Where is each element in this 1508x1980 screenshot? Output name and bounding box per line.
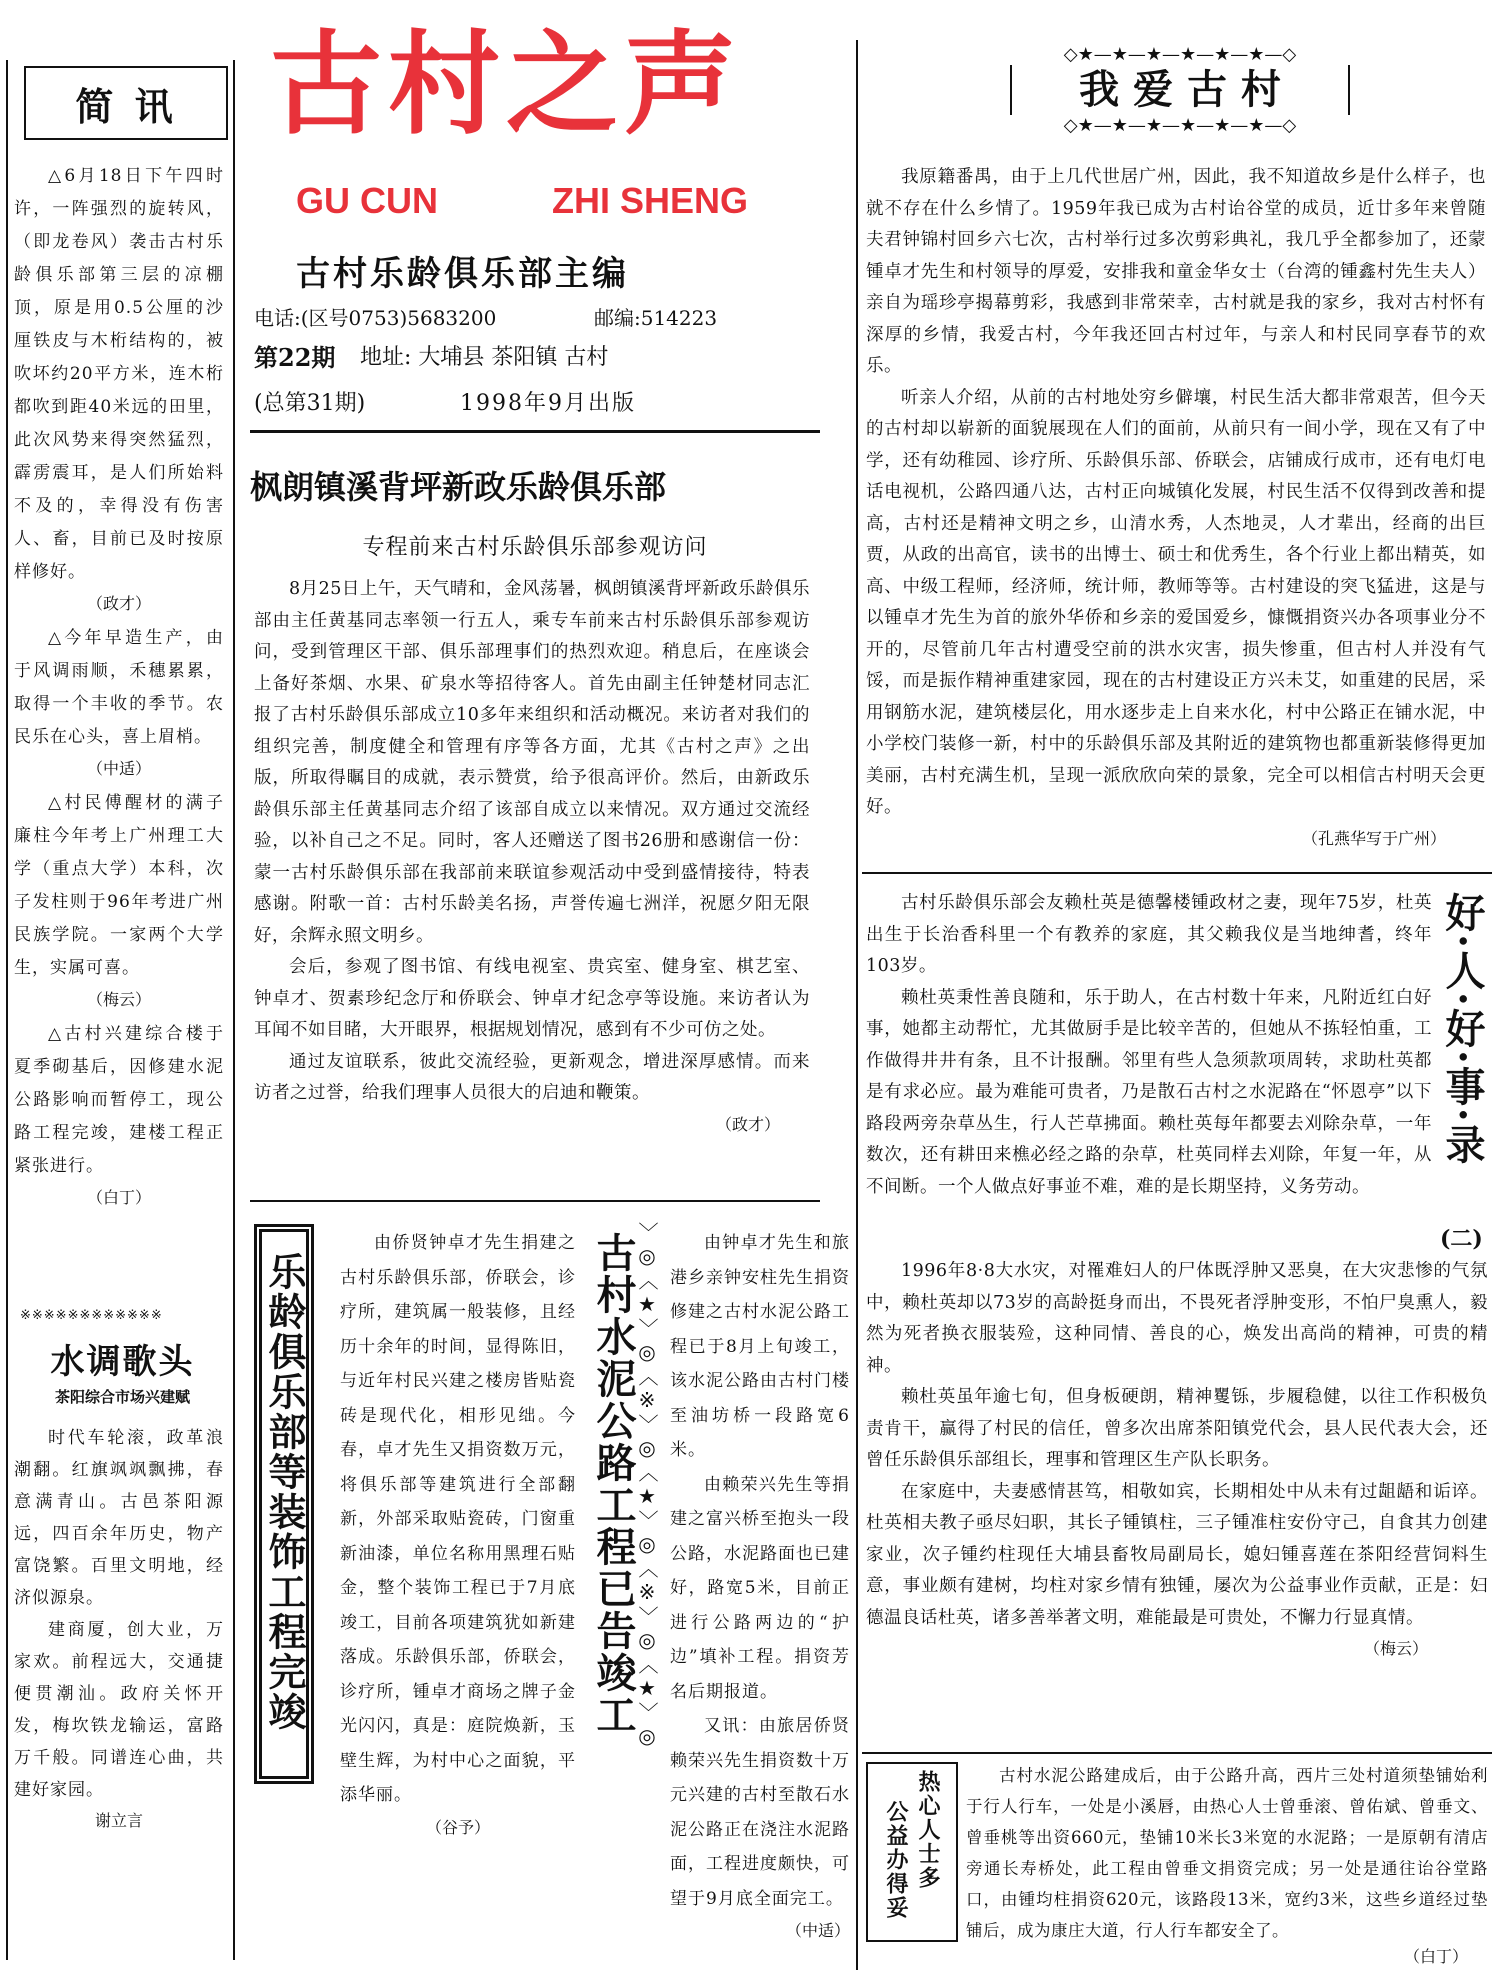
love-village-author: （孔燕华写于广州）	[1301, 828, 1446, 848]
poem-subtitle: 茶阳综合市场兴建赋	[54, 1388, 190, 1406]
news-brief-column	[14, 160, 224, 1208]
love-village-box	[1000, 44, 1360, 140]
news-brief-author-1: （政才）	[86, 594, 151, 613]
masthead-issue: 第22期	[254, 343, 336, 372]
love-village-body	[866, 162, 1486, 849]
good-deeds-paragraph-5: 在家庭中，夫妻感情甚笃，相敬如宾，长期相处中从未有过龃龉和诟谇。杜英相夫教子亟尽妇职，其长子锺镇柱，三子锺准柱安份守己，自食其力创建家业，次子锺约柱现任大埔县畜牧局副局长，媳妇锺喜莲在茶阳经营饲料生意，事业颇有建树，均柱对家乡情有独锺，屡次为公益事业作贡献，正是：妇德温良话杜英，诸多善举著文明，难能最是可贵处，不懈力行显真情。	[866, 1481, 1488, 1628]
news-brief-item-1: △6月18日下午四时许，一阵强烈的旋转风，（即龙卷风）袭击古村乐龄俱乐部第三层的凉棚顶，原是用0.5公厘的沙厘铁皮与木桁结构的，被吹坏约20平方米，连木桁都吹到距40米远的田里，此次风势来得突然猛烈，霹雳震耳，是人们所始料不及的，幸得没有伤害人、畜，目前已及时按原样修好。	[14, 166, 224, 582]
main-article-paragraph-2: 会后，参观了图书馆、有线电视室、贵宾室、健身室、棋艺室、钟卓才、贺素珍纪念厅和侨联会、钟卓才纪念亭等设施。来访者认为耳闻不如目睹，大开眼界，根据规划情况，感到有不少可仿之处。	[254, 957, 810, 1040]
renovation-author: （谷予）	[425, 1817, 490, 1837]
main-article-paragraph-1: 8月25日上午，天气晴和，金风荡暑，枫朗镇溪背坪新政乐龄俱乐部由主任黄基同志率领一行五人，乘专车前来古村乐龄俱乐部参观访问，受到管理区干部、俱乐部理事们的热烈欢迎。稍息后，在座谈会上备好茶烟、水果、矿泉水等招待客人。首先由副主任钟楚材同志汇报了古村乐龄俱乐部成立10多年来组织和活动概况。来访者对我们的组织完善，制度健全和管理有序等各方面，尤其《古村之声》之出版，所取得瞩目的成就，表示赞赏，给予很高评价。然后，由新政乐龄俱乐部主任黄基同志介绍了该部自成立以来情况。双方通过交流经验，以补自己之不足。同时，客人还赠送了图书26册和感谢信一份：蒙一古村乐龄俱乐部在我部前来联谊参观活动中受到盛情接待，特表感谢。附歌一首：古村乐龄美名扬，声誉传遍七洲洋，祝愿夕阳无限好，余辉永照文明乡。	[254, 579, 810, 946]
main-article-body	[254, 574, 810, 1135]
main-article-paragraph-3: 通过友谊联系，彼此交流经验，更新观念，增进深厚感情。而来访者之过誉，给我们理事人员很大的启迪和鞭策。	[254, 1051, 810, 1103]
poem-border-top: ※※※※※※※※※※※※	[20, 1308, 163, 1323]
enthusiasts-author: （白丁）	[1403, 1947, 1468, 1966]
main-article-subtitle: 专程前来古村乐龄俱乐部参观访问	[362, 535, 708, 560]
masthead-phone: 电话:(区号0753)5683200	[254, 306, 497, 330]
good-deeds-paragraph-3: 1996年8·8大水灾，对罹难妇人的尸体既浮肿又恶臭，在大灾悲惨的气氛中，赖杜英却以73岁的高龄挺身而出，不畏死者浮肿变形，不怕尸臭熏人，毅然为死者换衣服装殓，这种同情、善良的心，焕发出高尚的精神，可贵的精神。	[866, 1261, 1488, 1376]
good-deeds-number: (二)	[1440, 1226, 1483, 1252]
masthead-title: 古村之声	[270, 20, 742, 150]
center-divider	[250, 1200, 820, 1202]
road-body	[670, 1226, 850, 1941]
good-deeds-paragraph-4: 赖杜英虽年逾七旬，但身板硬朗，精神矍铄，步履稳健，以往工作积极负责肯干，赢得了村民的信任，曾多次出席茶阳镇党代会，县人民代表大会，还曾任乐龄俱乐部组长，理事和管理区生产队长职务。	[866, 1387, 1488, 1470]
road-paragraph-3: 又讯：由旅居侨贤赖荣兴先生捐资数十万元兴建的古村至散石水泥公路正在浇注水泥路面，工程进度颇快，可望于9月底全面完工。	[670, 1716, 850, 1909]
renovation-text: 由侨贤钟卓才先生捐建之古村乐龄俱乐部，侨联会，诊疗所，建筑属一般装修，且经历十余年的时间，显得陈旧，与近年村民兴建之楼房皆贴瓷砖是现代化，相形见绌。今春，卓才先生又捐资数万元，将俱乐部等建筑进行全部翻新，外部采取贴瓷砖，门窗重新油漆，单位名称用黑理石贴金，整个装饰工程已于7月底竣工，目前各项建筑犹如新建落成。乐龄俱乐部，侨联会，诊疗所，锺卓才商场之牌子金光闪闪，真是：庭院焕新，玉壁生辉，为村中心之面貌，平添华丽。	[340, 1233, 576, 1805]
renovation-title: 乐龄俱乐部等装饰工程完竣	[262, 1252, 307, 1732]
news-brief-author-4: （白丁）	[86, 1188, 151, 1207]
road-paragraph-1: 由钟卓才先生和旅港乡亲钟安柱先生捐资修建之古村水泥公路工程已于8月上旬竣工，该水泥公路由古村门楼至油坊桥一段路宽6米。	[670, 1233, 850, 1460]
renovation-body	[340, 1226, 576, 1838]
enthusiasts-title-box	[866, 1762, 958, 1942]
enthusiasts-subtitle: 公益办得妥	[883, 1800, 909, 1920]
good-deeds-body	[866, 888, 1432, 1203]
poem-title: 水调歌头	[50, 1342, 195, 1382]
good-deeds-body-wide	[866, 1256, 1488, 1659]
masthead-pinyin-right: ZHI SHENG	[552, 180, 749, 221]
main-article-author: （政才）	[715, 1114, 780, 1134]
good-deeds-title: 好·人·好·事·录	[1439, 892, 1486, 1166]
news-brief-item-3: △村民傅醒材的满子廉柱今年考上广州理工大学（重点大学）本科，次子发柱则于96年考进广州民族学院。一家两个大学生，实属可喜。	[14, 793, 224, 978]
right-divider-2	[862, 1752, 1492, 1754]
love-village-paragraph-1: 我原籍番禺，由于上几代世居广州，因此，我不知道故乡是什么样子，也就不存在什么乡情了。1959年我已成为古村诒谷堂的成员，近廿多年来曾随夫君钟锦村回乡六七次，古村举行过多次剪彩典礼，我几乎全都参加了，还蒙锺卓才先生和村领导的厚爱，安排我和童金华女士（台湾的锺鑫村先生夫人）亲自为瑶珍亭揭幕剪彩，我感到非常荣幸，古村就是我的家乡，我对古村怀有深厚的乡情，我爱古村，今年我还回古村过年，与亲人和村民同享春节的欢乐。	[866, 167, 1486, 376]
news-brief-header	[24, 66, 228, 140]
good-deeds-paragraph-2: 赖杜英秉性善良随和，乐于助人，在古村数十年来，凡附近红白好事，她都主动帮忙，尤其做厨手是比较辛苦的，但她从不拣轻怕重，工作做得井井有条，且不计报酬。邻里有些人急须款项周转，求助杜英都是有求必应。最为难能可贵者，乃是散石古村之水泥路在“怀恩亭”以下路段两旁杂草丛生，行人芒草拂面。赖杜英每年都要去刈除杂草，一年数次，还有耕田来樵必经之路的杂草，杜英同样去刈除，年复一年，从不间断。一个人做点好事並不难，难的是长期坚持，义务劳动。	[866, 987, 1432, 1197]
road-author: （中适）	[785, 1921, 850, 1940]
masthead-total-issue: (总第31期)	[254, 391, 366, 416]
road-title: 古村水泥公路工程已告竣工	[590, 1232, 637, 1736]
masthead-pinyin-left: GU CUN	[296, 180, 438, 221]
renovation-title-box	[254, 1224, 314, 1784]
road-paragraph-2: 由赖荣兴先生等捐建之富兴桥至抱头一段公路，水泥路面也已建好，路宽5米，目前正进行公路两边的“护边”填补工程。捐资芳名后期报道。	[670, 1474, 850, 1702]
left-border	[6, 60, 8, 1960]
poem-stanza-1: 时代车轮滚，政革浪潮翻。红旗飒飒飘拂，春意满青山。古邑茶阳源远，四百余年历史，物产富饶繁。百里文明地，经济似源泉。	[14, 1428, 224, 1608]
masthead-date: 1998年9月出版	[460, 391, 636, 416]
love-village-stars-bottom: ◇★—★—★—★—★—★—◇	[1063, 115, 1297, 136]
masthead-editor: 古村乐龄俱乐部主编	[296, 254, 629, 294]
right-column-divider	[856, 40, 858, 1970]
main-article-title: 枫朗镇溪背坪新政乐龄俱乐部	[250, 468, 667, 506]
road-chain-deco: 〉◎〈★〉◎〈※〉◎〈★〉◎〈※〉◎〈★〉◎	[635, 1222, 659, 1750]
masthead-address: 地址: 大埔县 茶阳镇 古村	[360, 345, 609, 370]
enthusiasts-text: 古村水泥公路建成后，由于公路升高，西片三处村道须垫铺始利于行人行车，一处是小溪唇，由热心人士曾垂滚、曾佑斌、曾垂文、曾垂桃等出资660元，垫铺10米长3米宽的水泥路；一是原朝有清店旁通长寿桥处，此工程由曾垂文捐资完成；另一处是通往诒谷堂路口，由锺均柱捐资620元，该路段13米，宽约3米，这些乡道经过垫铺后，成为康庄大道，行人行车都安全了。	[966, 1766, 1488, 1940]
masthead-postcode: 邮编:514223	[594, 306, 718, 330]
good-deeds-author: （梅云）	[1363, 1639, 1428, 1658]
news-brief-item-2: △今年早造生产，由于风调雨顺，禾穗累累，取得一个丰收的季节。农民乐在心头，喜上眉梢。	[14, 628, 224, 747]
enthusiasts-title: 热心人士多	[915, 1770, 941, 1890]
love-village-title: 我 爱 古 村	[1010, 65, 1350, 115]
masthead-divider	[250, 430, 820, 433]
poem-stanza-2: 建商厦，创大业，万家欢。前程远大，交通捷便贯潮汕。政府关怀开发，梅坎铁龙输运，富路万千般。同谱连心曲，共建好家园。	[14, 1620, 224, 1800]
news-brief-author-2: （中适）	[86, 759, 151, 778]
right-divider-1	[862, 872, 1492, 874]
poem-body	[14, 1422, 224, 1831]
love-village-paragraph-2: 听亲人介绍，从前的古村地处穷乡僻壤，村民生活大都非常艰苦，但今天的古村却以崭新的面貌展现在人们的面前，从前只有一间小学，现在又有了中学，还有幼稚园、诊疗所、乐龄俱乐部、侨联会，店铺成行成市，还有电灯电话电视机，公路四通八达，古村正向城镇化发展，村民生活不仅得到改善和提高，古村还是精神文明之乡，山清水秀，人杰地灵，人才辈出，经商的出巨贾，从政的出高官，读书的出博士、硕士和优秀生，各个行业上都出精英，如高、中级工程师，经济师，统计师，教师等等。古村建设的突飞猛进，这是与以锺卓才先生为首的旅外华侨和乡亲的爱国爱乡，慷慨捐资兴办各项事业分不开的，尽管前几年古村遭受空前的洪水灾害，损失惨重，但古村人并没有气馁，而是振作精神重建家园，现在的古村建设正方兴未艾，如重建的民居，采用钢筋水泥，建筑楼层化，用水逐步走上自来水化，村中公路正在铺水泥，中小学校门装修一新，村中的乐龄俱乐部及其附近的建筑物也都重新装修得更加美丽，古村充满生机，呈现一派欣欣向荣的景象，完全可以相信古村明天会更好。	[866, 387, 1486, 817]
news-brief-author-3: （梅云）	[86, 990, 151, 1009]
left-column-divider	[233, 60, 235, 1960]
news-brief-item-4: △古村兴建综合楼于夏季砌基后，因修建水泥公路影响而暂停工，现公路工程完竣，建楼工程正紧张进行。	[14, 1024, 224, 1176]
good-deeds-paragraph-1: 古村乐龄俱乐部会友赖杜英是德馨楼锺政材之妻，现年75岁，杜英出生于长治香科里一个有教养的家庭，其父赖我仪是当地绅耆，终年103岁。	[866, 893, 1432, 976]
poem-author: 谢立言	[94, 1811, 143, 1830]
news-brief-title: 简 讯	[75, 83, 177, 129]
love-village-stars-top: ◇★—★—★—★—★—★—◇	[1063, 44, 1297, 65]
enthusiasts-body	[966, 1760, 1488, 1967]
